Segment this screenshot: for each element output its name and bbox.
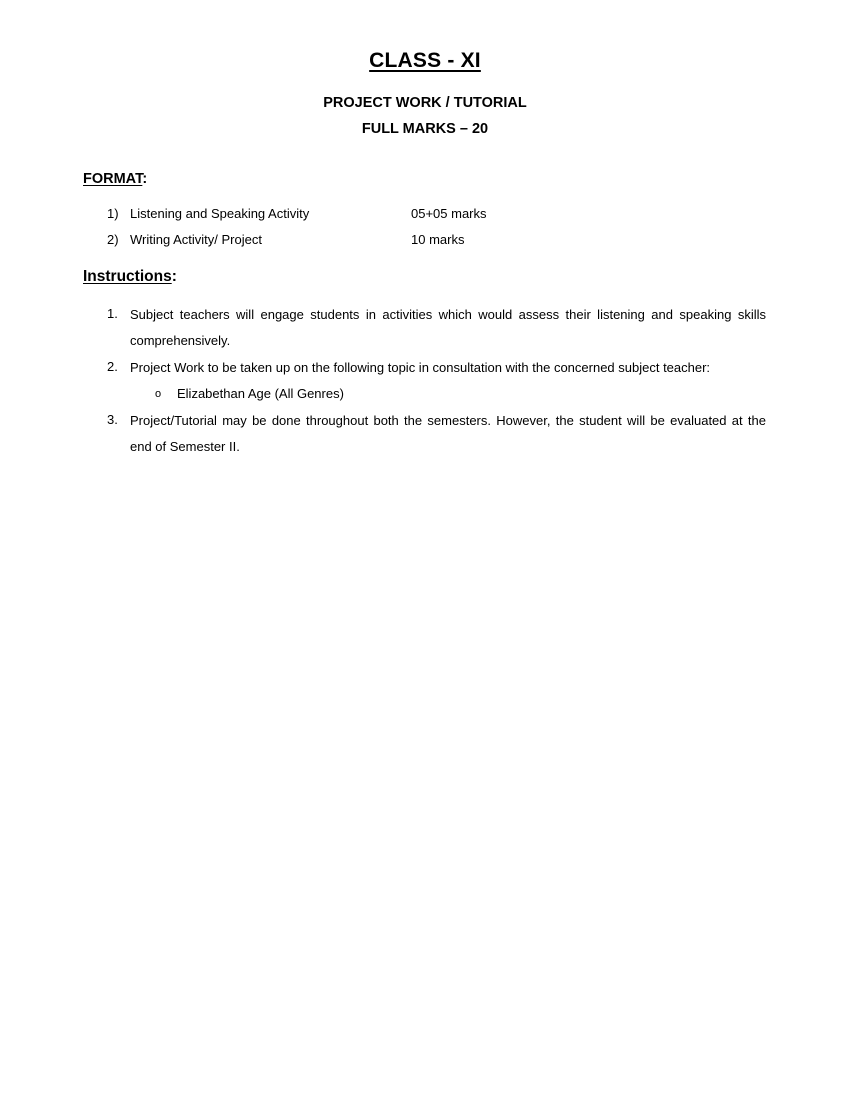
instruction-number: 2. [107, 359, 118, 374]
page-title: CLASS - XI [369, 49, 481, 72]
format-heading [83, 171, 147, 187]
format-item-number: 1) [107, 206, 119, 221]
format-item-marks: 05+05 marks [411, 206, 487, 221]
format-item [0, 206, 850, 226]
format-heading-text: FORMAT [83, 171, 143, 187]
instruction-number: 1. [107, 306, 118, 321]
format-item-label: Listening and Speaking Activity [130, 206, 310, 221]
instructions-heading-colon: : [171, 268, 177, 285]
format-item-number: 2) [107, 232, 119, 247]
instruction-text: Project Work to be taken up on the following topic in consultation with the concerned subject teacher: [130, 360, 711, 375]
instructions-heading-text: Instructions [83, 268, 172, 285]
hollow-bullet-icon: o [155, 388, 162, 400]
format-item-label: Writing Activity/ Project [130, 232, 262, 247]
instruction-number: 3. [107, 412, 118, 427]
instruction-text: Subject teachers will engage students in activities which would assess their listening and speaking skills comprehensively. [130, 307, 766, 348]
format-heading-colon: : [142, 171, 148, 187]
instructions-heading [83, 268, 177, 286]
instruction-text: Project/Tutorial may be done throughout both the semesters. However, the student will be evaluated at the end of Semester II. [130, 413, 766, 454]
topic-text: Elizabethan Age (All Genres) [177, 386, 344, 401]
format-item [0, 232, 850, 252]
format-item-marks: 10 marks [411, 232, 465, 247]
page-subtitle-full-marks: FULL MARKS – 20 [361, 121, 489, 137]
page-subtitle-project-work: PROJECT WORK / TUTORIAL [323, 95, 527, 111]
